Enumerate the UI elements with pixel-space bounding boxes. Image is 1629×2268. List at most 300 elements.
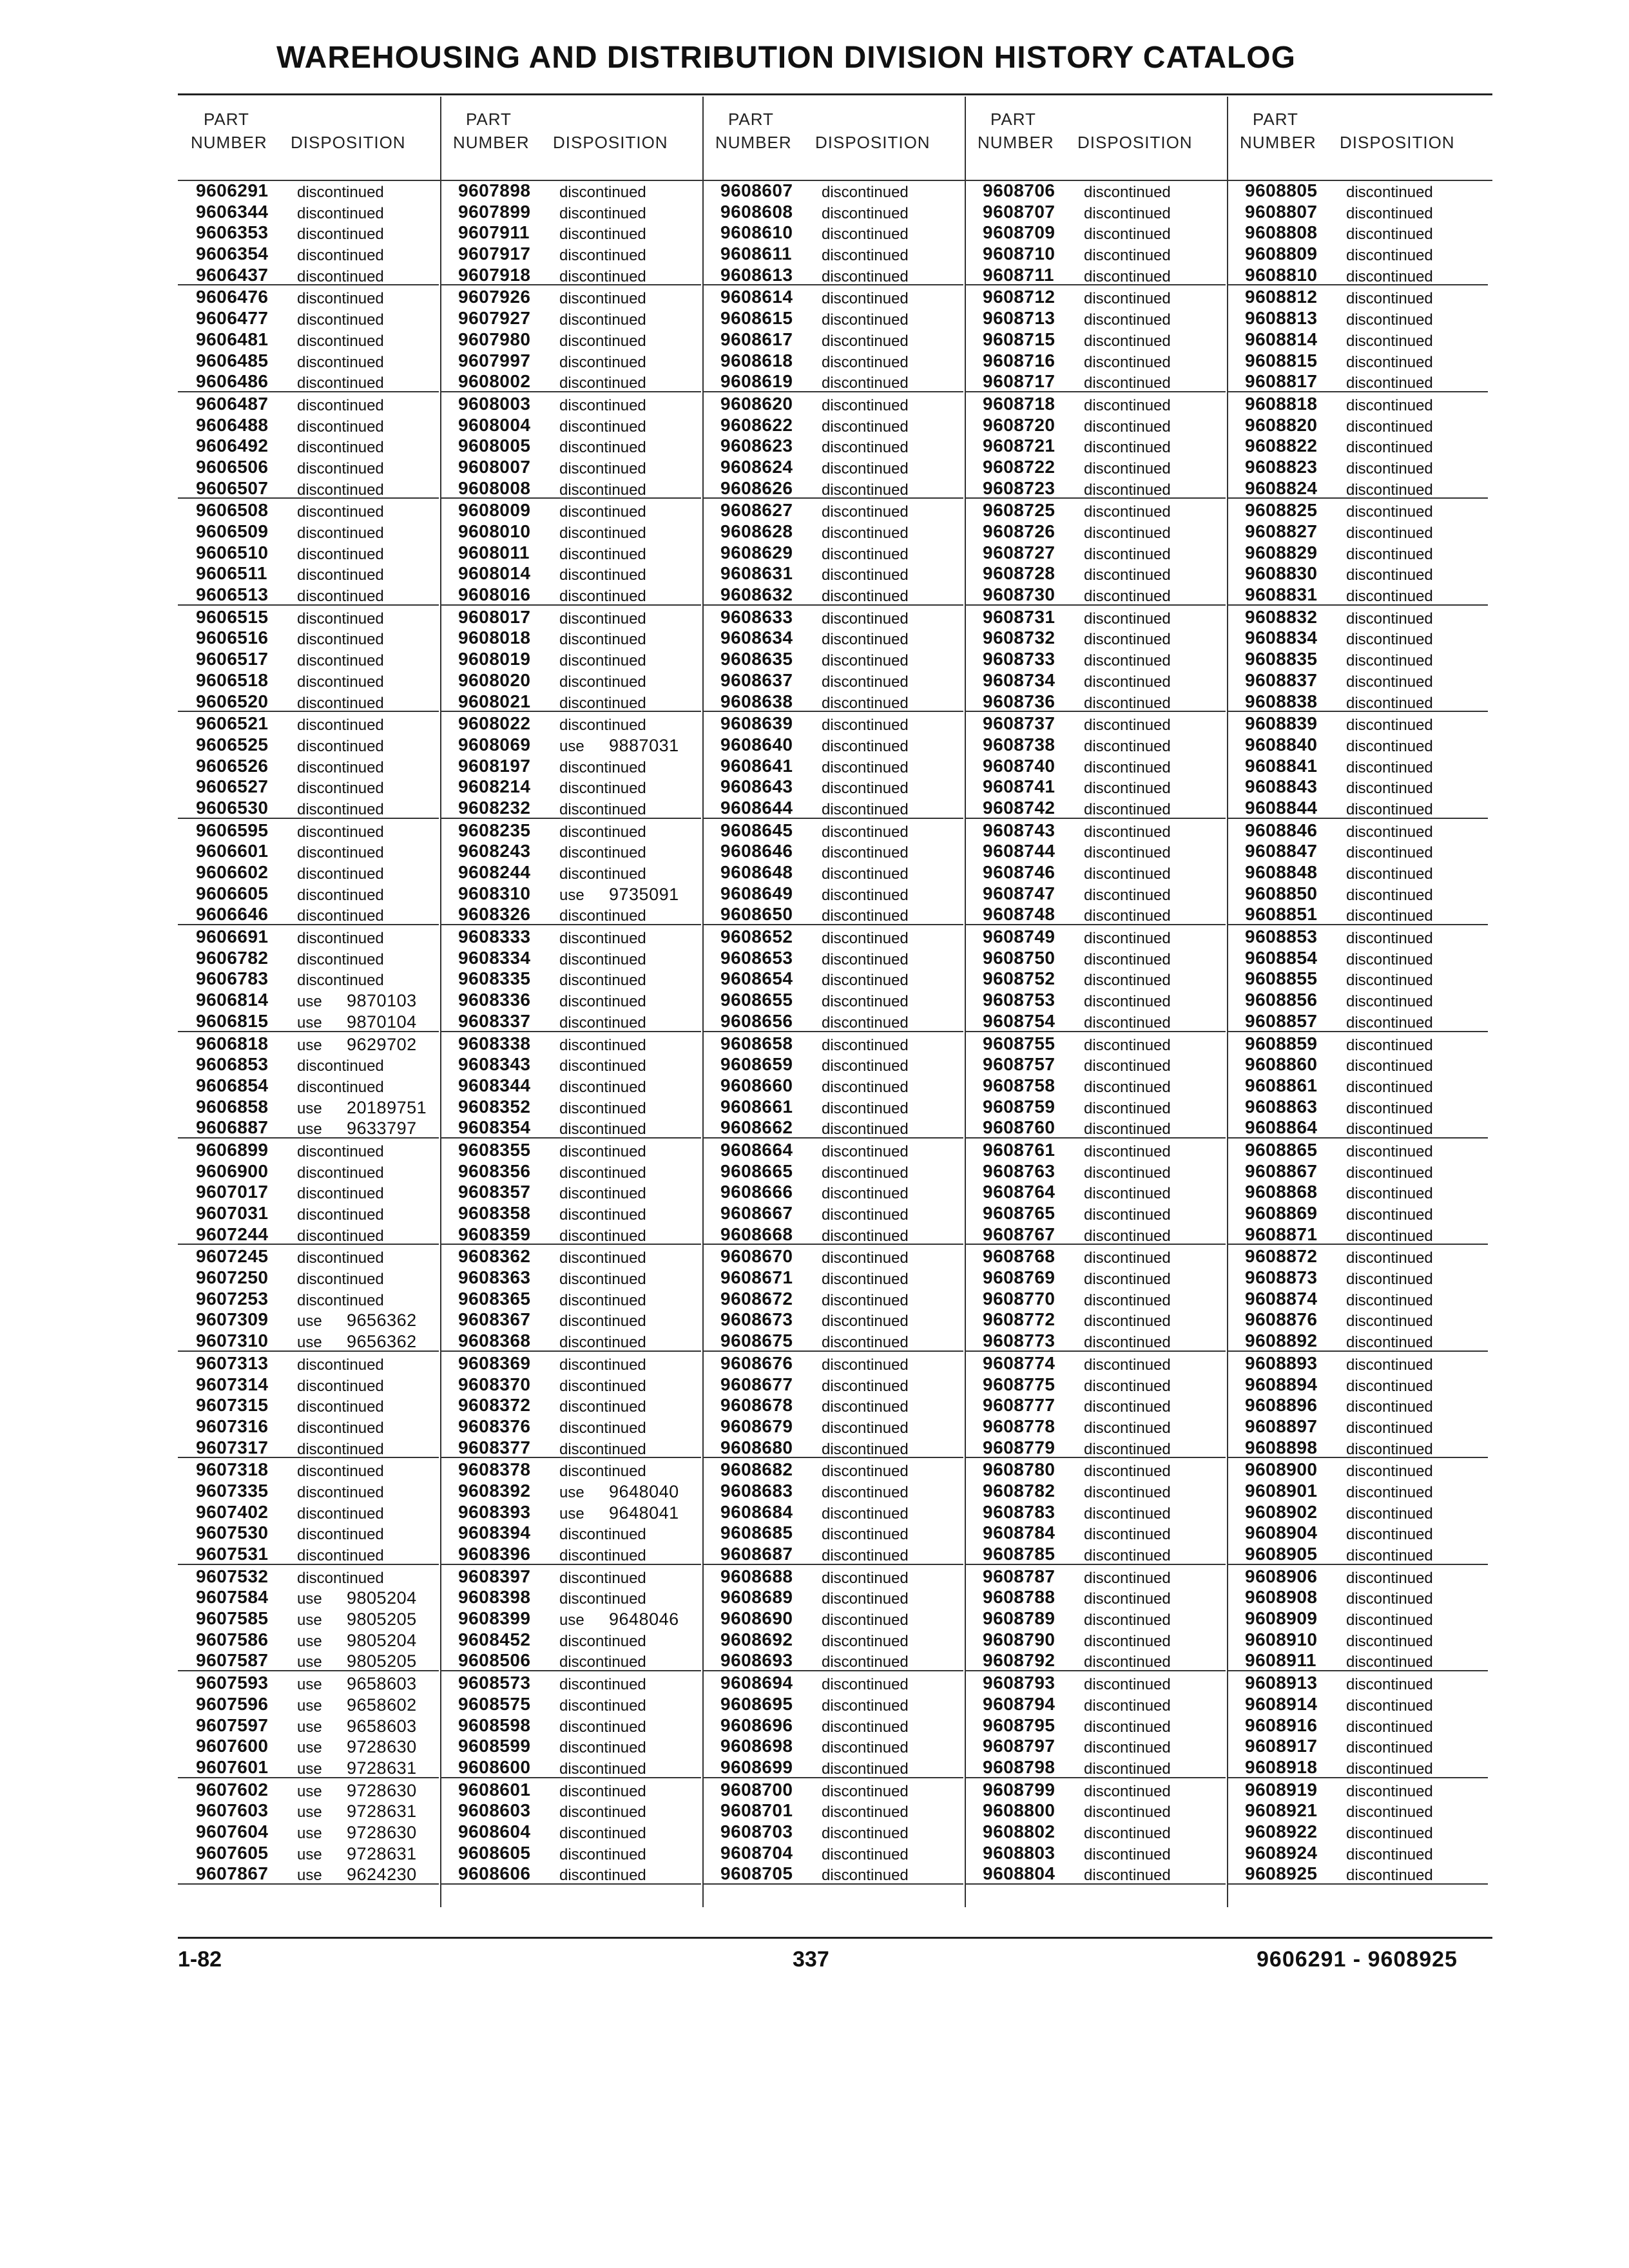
table-row — [702, 328, 963, 349]
table-row — [702, 882, 963, 903]
disposition: discontinued — [297, 1547, 384, 1564]
part-number: 9608706 — [983, 180, 1055, 200]
disposition: discontinued — [1084, 439, 1171, 457]
disposition: discontinued — [559, 267, 646, 285]
table-row — [1227, 179, 1488, 200]
table-row — [965, 285, 1226, 307]
table-row — [702, 1714, 963, 1735]
part-number: 9608679 — [720, 1416, 793, 1436]
disposition: discontinued — [822, 566, 909, 584]
table-row — [965, 520, 1226, 541]
number-header: NUMBER — [978, 133, 1054, 152]
part-number: 9608742 — [983, 797, 1055, 818]
table-row — [965, 712, 1226, 733]
table-row — [440, 499, 701, 520]
row-list — [178, 179, 439, 1885]
table-row — [440, 1671, 701, 1693]
disposition: discontinued — [297, 184, 384, 201]
table-row — [1227, 1053, 1488, 1074]
disposition: discontinued — [1346, 950, 1433, 968]
table-row — [965, 179, 1226, 200]
table-row — [178, 328, 439, 349]
disposition: discontinued — [1346, 1504, 1433, 1523]
disposition: discontinued — [297, 1249, 384, 1267]
disposition: discontinued — [1346, 1803, 1433, 1821]
table-row — [702, 1032, 963, 1053]
part-number: 9608834 — [1245, 628, 1318, 648]
table-row — [178, 1671, 439, 1693]
disposition: discontinued — [559, 1249, 646, 1267]
disposition: discontinued — [297, 374, 384, 392]
part-number: 9608777 — [983, 1395, 1055, 1416]
disposition: discontinued — [297, 1078, 384, 1096]
part-number: 9608848 — [1245, 862, 1318, 882]
table-row — [178, 434, 439, 456]
disposition: discontinued — [297, 1185, 384, 1203]
table-row — [702, 1693, 963, 1714]
replacement-part-number: 9648046 — [609, 1610, 679, 1629]
disposition: discontinued — [559, 1142, 646, 1160]
part-number: 9608017 — [458, 606, 531, 627]
disposition: discontinued — [1084, 930, 1171, 948]
table-row — [178, 583, 439, 606]
part-number: 9606492 — [196, 436, 269, 456]
part-number: 9608898 — [1245, 1437, 1318, 1457]
table-row — [440, 1180, 701, 1202]
table-row — [178, 1501, 439, 1522]
part-header: PART — [728, 110, 774, 129]
disposition: discontinued — [822, 439, 909, 457]
part-number: 9608910 — [1245, 1629, 1318, 1649]
disposition: discontinued — [1084, 1036, 1171, 1054]
disposition: discontinued — [1084, 1463, 1171, 1481]
table-row — [702, 1799, 963, 1820]
disposition: discontinued — [1084, 1569, 1171, 1587]
part-number: 9608869 — [1245, 1203, 1318, 1223]
table-row — [702, 1373, 963, 1394]
part-number: 9608863 — [1245, 1096, 1318, 1117]
part-number: 9607532 — [196, 1566, 269, 1586]
part-number: 9608600 — [458, 1756, 531, 1777]
part-header: PART — [1253, 110, 1298, 129]
disposition: discontinued — [822, 1845, 909, 1863]
part-number: 9608743 — [983, 820, 1055, 840]
table-row — [1227, 796, 1488, 819]
part-number: 9607317 — [196, 1437, 269, 1457]
part-number: 9608855 — [1245, 968, 1318, 989]
table-row — [1227, 328, 1488, 349]
table-row — [440, 1266, 701, 1287]
table-row — [1227, 1735, 1488, 1756]
table-row — [965, 1521, 1226, 1542]
table-row — [178, 1778, 439, 1800]
part-number: 9608670 — [720, 1246, 793, 1267]
disposition: discontinued — [822, 1440, 909, 1458]
table-row — [702, 1139, 963, 1160]
replacement-part-number: 9805204 — [347, 1588, 417, 1608]
part-number: 9607604 — [196, 1821, 269, 1841]
part-number: 9607335 — [196, 1480, 269, 1501]
part-number: 9608243 — [458, 841, 531, 861]
disposition: discontinued — [1346, 1036, 1433, 1054]
part-number: 9608741 — [983, 776, 1055, 797]
part-number: 9608838 — [1245, 691, 1318, 711]
disposition: discontinued — [297, 1463, 384, 1481]
part-number: 9608900 — [1245, 1459, 1318, 1480]
table-row — [440, 1586, 701, 1607]
part-number: 9608778 — [983, 1416, 1055, 1436]
part-number: 9608654 — [720, 968, 793, 989]
table-row — [1227, 456, 1488, 477]
part-number: 9608694 — [720, 1673, 793, 1693]
table-row — [965, 1649, 1226, 1671]
table-row — [440, 606, 701, 627]
table-row — [965, 1032, 1226, 1053]
disposition: use — [297, 1653, 322, 1671]
table-row — [702, 1458, 963, 1479]
disposition: discontinued — [1084, 524, 1171, 542]
part-number: 9608894 — [1245, 1374, 1318, 1394]
part-number: 9608919 — [1245, 1779, 1318, 1800]
table-row — [440, 1010, 701, 1032]
table-row — [965, 1180, 1226, 1202]
replacement-part-number: 9870104 — [347, 1012, 417, 1032]
part-number: 9608652 — [720, 927, 793, 947]
table-row — [178, 392, 439, 414]
part-number: 9608707 — [983, 201, 1055, 222]
part-number: 9607899 — [458, 201, 531, 222]
part-number: 9608628 — [720, 521, 793, 541]
part-number: 9608661 — [720, 1096, 793, 1117]
replacement-part-number: 9648040 — [609, 1481, 679, 1501]
table-row — [440, 562, 701, 583]
replacement-part-number: 9656362 — [347, 1332, 417, 1352]
part-number: 9608640 — [720, 734, 793, 754]
table-row — [702, 648, 963, 669]
table-row — [1227, 882, 1488, 903]
part-number: 9608235 — [458, 820, 531, 840]
table-row — [1227, 712, 1488, 733]
part-number: 9608924 — [1245, 1842, 1318, 1863]
disposition: discontinued — [297, 1398, 384, 1416]
disposition: discontinued — [822, 1526, 909, 1544]
part-number: 9608904 — [1245, 1523, 1318, 1543]
disposition-header: DISPOSITION — [815, 133, 930, 152]
part-number: 9608759 — [983, 1096, 1055, 1117]
table-row — [1227, 1010, 1488, 1032]
table-row — [178, 1693, 439, 1714]
part-number: 9606899 — [196, 1139, 269, 1160]
table-row — [440, 520, 701, 541]
disposition: discontinued — [1084, 1078, 1171, 1096]
table-row — [440, 1756, 701, 1778]
part-number: 9608713 — [983, 308, 1055, 329]
part-number: 9608658 — [720, 1033, 793, 1053]
disposition: discontinued — [1346, 545, 1433, 563]
part-number: 9608622 — [720, 414, 793, 435]
table-row — [702, 307, 963, 328]
disposition: discontinued — [1084, 886, 1171, 904]
disposition: discontinued — [1346, 481, 1433, 499]
part-number: 9606506 — [196, 456, 269, 477]
disposition: discontinued — [822, 610, 909, 628]
disposition: discontinued — [559, 823, 646, 841]
part-number: 9608667 — [720, 1203, 793, 1223]
table-row — [1227, 754, 1488, 776]
table-row — [702, 370, 963, 392]
part-number: 9608358 — [458, 1203, 531, 1223]
part-number: 9608785 — [983, 1544, 1055, 1564]
part-number: 9608800 — [983, 1800, 1055, 1821]
disposition: discontinued — [559, 1078, 646, 1096]
table-row — [1227, 1352, 1488, 1373]
table-row — [1227, 775, 1488, 796]
disposition: discontinued — [1346, 610, 1433, 628]
table-row — [440, 690, 701, 713]
part-number: 9608394 — [458, 1523, 531, 1543]
disposition: discontinued — [1346, 439, 1433, 457]
part-number: 9606354 — [196, 244, 269, 264]
part-number: 9607597 — [196, 1715, 269, 1735]
disposition: discontinued — [1346, 1739, 1433, 1757]
part-number: 9608788 — [983, 1587, 1055, 1608]
table-row — [1227, 499, 1488, 520]
disposition: discontinued — [559, 1356, 646, 1374]
part-number: 9608859 — [1245, 1033, 1318, 1053]
replacement-part-number: 9728630 — [347, 1737, 417, 1757]
disposition: discontinued — [1346, 972, 1433, 990]
disposition: discontinued — [297, 844, 384, 862]
part-number: 9607605 — [196, 1842, 269, 1863]
disposition: discontinued — [559, 1696, 646, 1715]
part-number: 9608688 — [720, 1566, 793, 1586]
table-row — [178, 1266, 439, 1287]
disposition: discontinued — [822, 481, 909, 499]
table-row — [178, 903, 439, 925]
part-number: 9608214 — [458, 776, 531, 797]
disposition: discontinued — [297, 1356, 384, 1374]
part-number: 9608731 — [983, 606, 1055, 627]
part-number: 9608699 — [720, 1756, 793, 1777]
disposition: discontinued — [559, 1057, 646, 1075]
part-number: 9608716 — [983, 350, 1055, 370]
part-number: 9608755 — [983, 1033, 1055, 1053]
part-number: 9608725 — [983, 500, 1055, 521]
part-number: 9608830 — [1245, 563, 1318, 584]
table-row — [440, 754, 701, 776]
table-row — [965, 1714, 1226, 1735]
disposition: discontinued — [1346, 1334, 1433, 1352]
part-number: 9608710 — [983, 244, 1055, 264]
disposition: discontinued — [822, 353, 909, 371]
disposition: discontinued — [1084, 716, 1171, 735]
part-number: 9608687 — [720, 1544, 793, 1564]
disposition: discontinued — [559, 588, 646, 606]
part-number: 9608367 — [458, 1309, 531, 1330]
part-number: 9608823 — [1245, 456, 1318, 477]
disposition: discontinued — [559, 1718, 646, 1736]
part-number: 9606602 — [196, 862, 269, 882]
table-row — [440, 1693, 701, 1714]
table-row — [965, 1799, 1226, 1820]
part-number: 9606646 — [196, 904, 269, 925]
disposition: discontinued — [822, 374, 909, 392]
disposition: discontinued — [822, 780, 909, 798]
disposition: discontinued — [822, 247, 909, 265]
table-row — [965, 1202, 1226, 1223]
part-number: 9608908 — [1245, 1587, 1318, 1608]
part-number: 9608750 — [983, 947, 1055, 968]
disposition: discontinued — [559, 353, 646, 371]
table-row — [1227, 1266, 1488, 1287]
part-number: 9607867 — [196, 1863, 269, 1884]
table-row — [178, 819, 439, 840]
disposition: discontinued — [822, 1099, 909, 1117]
part-number: 9608812 — [1245, 287, 1318, 307]
table-row — [702, 1628, 963, 1649]
table-row — [1227, 925, 1488, 947]
table-row — [178, 221, 439, 242]
part-number: 9608608 — [720, 201, 793, 222]
part-number: 9608867 — [1245, 1160, 1318, 1181]
table-row — [178, 1799, 439, 1820]
disposition: discontinued — [822, 1057, 909, 1075]
disposition: discontinued — [822, 972, 909, 990]
part-number: 9608726 — [983, 521, 1055, 541]
disposition: discontinued — [1084, 737, 1171, 755]
disposition: discontinued — [1346, 865, 1433, 883]
disposition: discontinued — [559, 1590, 646, 1608]
table-row — [965, 1628, 1226, 1649]
table-row — [1227, 1139, 1488, 1160]
disposition: discontinued — [1346, 800, 1433, 818]
table-row — [1227, 1649, 1488, 1671]
disposition: discontinued — [559, 1312, 646, 1331]
part-number: 9608601 — [458, 1779, 531, 1800]
replacement-part-number: 9887031 — [609, 735, 679, 755]
table-row — [965, 819, 1226, 840]
table-row — [178, 1074, 439, 1095]
part-number: 9608310 — [458, 883, 531, 903]
disposition: discontinued — [822, 1696, 909, 1715]
part-number: 9606521 — [196, 713, 269, 734]
page-title: WAREHOUSING AND DISTRIBUTION DIVISION HISTORY CATALOG — [276, 41, 1296, 75]
table-row — [702, 1116, 963, 1139]
table-row — [178, 477, 439, 499]
part-number: 9608727 — [983, 542, 1055, 562]
part-number: 9607530 — [196, 1523, 269, 1543]
part-number: 9608913 — [1245, 1673, 1318, 1693]
part-number: 9608827 — [1245, 521, 1318, 541]
table-row — [440, 947, 701, 968]
table-row — [178, 264, 439, 286]
table-row — [178, 520, 439, 541]
table-row — [440, 1245, 701, 1266]
table-row — [1227, 988, 1488, 1010]
disposition: discontinued — [559, 1206, 646, 1224]
disposition: discontinued — [1084, 1291, 1171, 1309]
disposition: discontinued — [1346, 184, 1433, 201]
table-row — [440, 1436, 701, 1459]
number-header: NUMBER — [715, 133, 792, 152]
disposition: discontinued — [822, 1611, 909, 1629]
table-row — [1227, 690, 1488, 713]
table-row — [1227, 819, 1488, 840]
table-row — [440, 434, 701, 456]
disposition: discontinued — [559, 1419, 646, 1437]
disposition: discontinued — [1346, 418, 1433, 436]
part-number: 9608775 — [983, 1374, 1055, 1394]
part-number: 9608377 — [458, 1437, 531, 1457]
table-row — [1227, 307, 1488, 328]
part-number: 9608705 — [720, 1863, 793, 1884]
table-row — [1227, 1160, 1488, 1181]
part-number: 9608372 — [458, 1395, 531, 1416]
table-row — [178, 1308, 439, 1329]
disposition: discontinued — [1346, 631, 1433, 649]
part-number: 9608633 — [720, 606, 793, 627]
table-row — [702, 200, 963, 222]
disposition: discontinued — [1084, 267, 1171, 285]
part-number: 9606516 — [196, 628, 269, 648]
disposition: discontinued — [559, 1867, 646, 1885]
table-row — [965, 1820, 1226, 1841]
table-row — [965, 925, 1226, 947]
number-header: NUMBER — [1240, 133, 1316, 152]
table-row — [702, 1180, 963, 1202]
table-row — [440, 221, 701, 242]
disposition: discontinued — [297, 481, 384, 499]
part-number: 9606815 — [196, 1010, 269, 1031]
replacement-part-number: 9728631 — [347, 1843, 417, 1863]
table-row — [702, 285, 963, 307]
table-row — [965, 328, 1226, 349]
part-number: 9608701 — [720, 1800, 793, 1821]
disposition: discontinued — [822, 930, 909, 948]
disposition: discontinued — [1084, 503, 1171, 521]
disposition: discontinued — [822, 1271, 909, 1289]
table-row — [1227, 1778, 1488, 1800]
table-row — [178, 947, 439, 968]
part-number: 9606488 — [196, 414, 269, 435]
table-row — [178, 1628, 439, 1649]
disposition: discontinued — [559, 1782, 646, 1800]
disposition: discontinued — [1346, 1718, 1433, 1736]
part-number: 9608689 — [720, 1587, 793, 1608]
part-number: 9606853 — [196, 1054, 269, 1075]
table-row — [178, 370, 439, 392]
disposition: discontinued — [1346, 1227, 1433, 1245]
part-number: 9608003 — [458, 393, 531, 414]
part-number: 9607245 — [196, 1246, 269, 1267]
table-row — [178, 1329, 439, 1352]
disposition: discontinued — [1084, 247, 1171, 265]
part-number: 9608818 — [1245, 393, 1318, 414]
table-row — [1227, 967, 1488, 988]
disposition: discontinued — [822, 290, 909, 308]
table-row — [702, 1649, 963, 1671]
disposition: discontinued — [822, 226, 909, 244]
disposition: discontinued — [1084, 1356, 1171, 1374]
table-row — [965, 669, 1226, 690]
part-number: 9608803 — [983, 1842, 1055, 1863]
disposition: use — [297, 1718, 322, 1736]
table-row — [965, 370, 1226, 392]
part-number: 9608362 — [458, 1246, 531, 1267]
table-row — [178, 1841, 439, 1863]
disposition: use — [297, 1696, 322, 1715]
disposition: discontinued — [1084, 353, 1171, 371]
